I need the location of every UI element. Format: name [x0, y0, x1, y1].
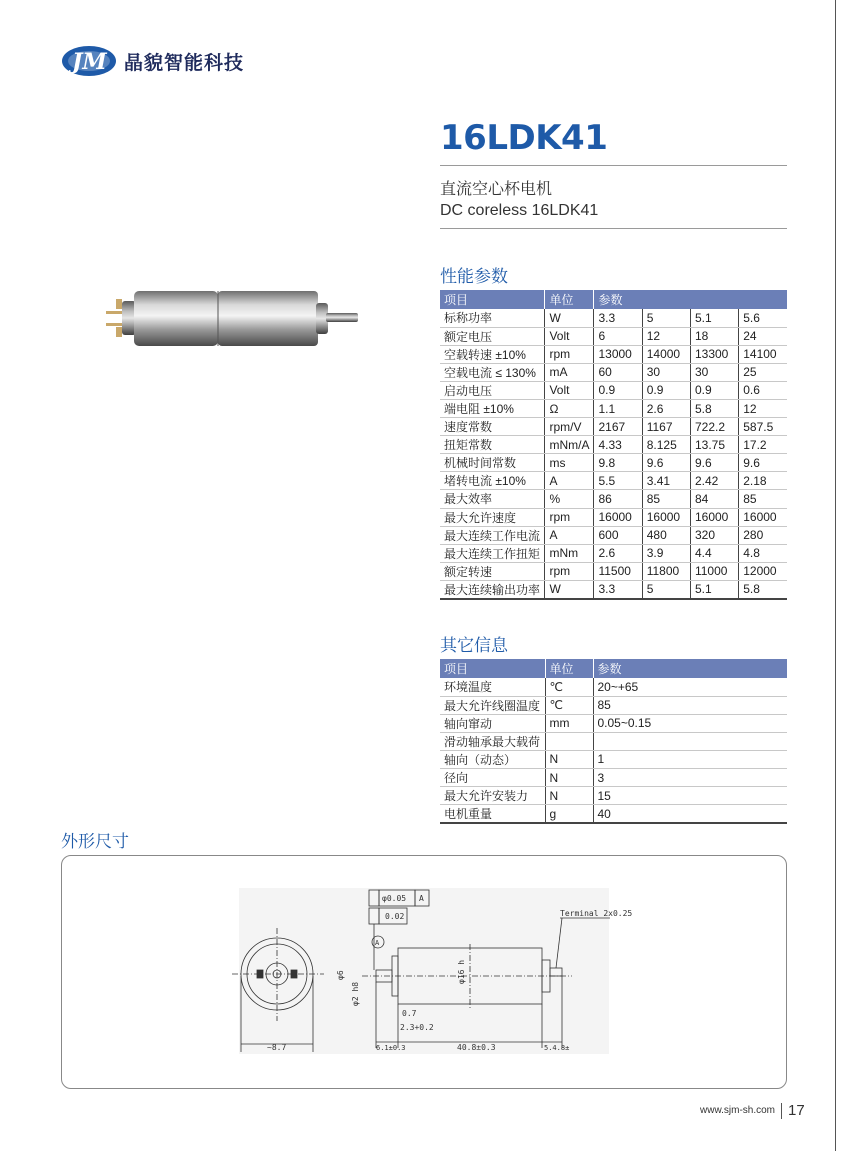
row-value: 9.6 — [690, 454, 738, 472]
header-unit: 单位 — [545, 290, 594, 309]
row-value: 13000 — [594, 345, 642, 363]
footer-separator — [781, 1103, 782, 1119]
row-value: 12 — [642, 327, 690, 345]
row-value: 280 — [739, 526, 787, 544]
row-value: 2.6 — [642, 399, 690, 417]
row-label: 机械时间常数 — [440, 454, 545, 472]
other-header-row — [440, 659, 787, 678]
table-row — [440, 363, 787, 381]
row-value: 722.2 — [690, 418, 738, 436]
row-label: 电机重量 — [440, 805, 545, 824]
table-row — [440, 508, 787, 526]
row-label: 额定电压 — [440, 327, 545, 345]
row-value: 5 — [642, 309, 690, 327]
row-unit: N — [545, 750, 593, 768]
table-row — [440, 678, 787, 696]
row-label: 端电阻 ±10% — [440, 399, 545, 417]
row-value: 3.9 — [642, 544, 690, 562]
product-name-en: DC coreless 16LDK41 — [440, 202, 599, 219]
row-unit: Ω — [545, 399, 594, 417]
row-label: 轴向（动态） — [440, 750, 545, 768]
row-value: 20~+65 — [593, 678, 787, 696]
row-value: 85 — [739, 490, 787, 508]
row-label: 最大连续输出功率 — [440, 580, 545, 599]
row-label: 最大效率 — [440, 490, 545, 508]
row-value: 0.05~0.15 — [593, 714, 787, 732]
row-value: 1 — [593, 750, 787, 768]
company-name: 晶貌智能科技 — [124, 51, 245, 74]
row-unit: rpm — [545, 345, 594, 363]
row-value: 30 — [642, 363, 690, 381]
row-unit: W — [545, 580, 594, 599]
dim-3: 6.1±0.3 — [376, 1044, 406, 1052]
row-value: 3.3 — [594, 309, 642, 327]
row-label: 径向 — [440, 768, 545, 786]
row-value: 60 — [594, 363, 642, 381]
row-unit — [545, 732, 593, 750]
row-label: 环境温度 — [440, 678, 545, 696]
header-item: 项目 — [440, 290, 545, 309]
row-unit: N — [545, 787, 593, 805]
tolerance-2: 0.02 — [385, 912, 405, 921]
title-divider — [440, 165, 787, 166]
row-label: 最大连续工作电流 — [440, 526, 545, 544]
row-label: 轴向窜动 — [440, 714, 545, 732]
table-row — [440, 454, 787, 472]
row-unit: W — [545, 309, 594, 327]
performance-header-row — [440, 290, 787, 309]
row-value: 85 — [642, 490, 690, 508]
product-model: 16LDK41 — [440, 118, 608, 158]
row-value: 4.8 — [739, 544, 787, 562]
row-value: 24 — [739, 327, 787, 345]
row-unit: N — [545, 768, 593, 786]
shaft-diameter-label: φ6 — [336, 970, 345, 980]
row-value: 11800 — [642, 562, 690, 580]
row-value: 25 — [739, 363, 787, 381]
row-value: 14000 — [642, 345, 690, 363]
row-unit: A — [545, 526, 594, 544]
row-value: 5.8 — [690, 399, 738, 417]
row-value: 0.9 — [690, 381, 738, 399]
page-number: 17 — [788, 1102, 805, 1119]
row-unit: g — [545, 805, 593, 824]
row-unit: mNm/A — [545, 436, 594, 454]
row-value: 15 — [593, 787, 787, 805]
row-unit: mNm — [545, 544, 594, 562]
row-value — [593, 732, 787, 750]
row-label: 最大连续工作扭矩 — [440, 544, 545, 562]
table-row — [440, 696, 787, 714]
row-unit: rpm — [545, 508, 594, 526]
terminal-label: Terminal 2x0.25 — [560, 909, 633, 918]
other-section-title: 其它信息 — [440, 636, 508, 656]
row-label: 最大允许安装力 — [440, 787, 545, 805]
row-value: 5.5 — [594, 472, 642, 490]
performance-table — [440, 290, 787, 600]
row-value: 11500 — [594, 562, 642, 580]
row-value: 16000 — [642, 508, 690, 526]
body-diameter-label: φ16 h — [457, 959, 466, 984]
header-unit: 单位 — [545, 659, 593, 678]
row-value: 13.75 — [690, 436, 738, 454]
row-unit: mm — [545, 714, 593, 732]
table-row — [440, 327, 787, 345]
table-row — [440, 732, 787, 750]
motor-photo — [104, 285, 360, 351]
row-unit: ms — [545, 454, 594, 472]
dim-1: 0.7 — [402, 1009, 417, 1018]
row-value: 3 — [593, 768, 787, 786]
row-value: 4.33 — [594, 436, 642, 454]
dim-5: 5.4.8± — [544, 1044, 570, 1052]
row-unit: Volt — [545, 381, 594, 399]
performance-section-title: 性能参数 — [440, 267, 508, 287]
row-value: 1167 — [642, 418, 690, 436]
row-value: 16000 — [594, 508, 642, 526]
shaft-diameter-2-label: φ2 h8 — [351, 981, 360, 1006]
table-row — [440, 714, 787, 732]
row-unit: rpm — [545, 562, 594, 580]
row-value: 5.8 — [739, 580, 787, 599]
table-row — [440, 472, 787, 490]
row-value: 84 — [690, 490, 738, 508]
row-value: 3.3 — [594, 580, 642, 599]
row-unit: Volt — [545, 327, 594, 345]
row-label: 标称功率 — [440, 309, 545, 327]
row-value: 480 — [642, 526, 690, 544]
row-value: 5.1 — [690, 580, 738, 599]
front-width-label: ~8.7 — [267, 1043, 287, 1052]
row-label: 最大允许线圈温度 — [440, 696, 545, 714]
row-label: 堵转电流 ±10% — [440, 472, 545, 490]
row-value: 9.8 — [594, 454, 642, 472]
subtitle-divider — [440, 228, 787, 229]
row-value: 11000 — [690, 562, 738, 580]
row-unit: A — [545, 472, 594, 490]
table-row — [440, 436, 787, 454]
row-unit: mA — [545, 363, 594, 381]
row-label: 空载转速 ±10% — [440, 345, 545, 363]
row-value: 600 — [594, 526, 642, 544]
dim-4: 40.8±0.3 — [457, 1043, 496, 1052]
row-value: 2.18 — [739, 472, 787, 490]
table-row — [440, 526, 787, 544]
table-row — [440, 580, 787, 599]
row-value: 6 — [594, 327, 642, 345]
row-value: 2.42 — [690, 472, 738, 490]
dimension-drawing — [62, 856, 788, 1090]
row-value: 2167 — [594, 418, 642, 436]
row-value: 40 — [593, 805, 787, 824]
row-value: 5.6 — [739, 309, 787, 327]
row-value: 0.9 — [642, 381, 690, 399]
table-row — [440, 399, 787, 417]
product-name-cn: 直流空心杯电机 — [440, 181, 553, 198]
row-value: 0.6 — [739, 381, 787, 399]
row-label: 额定转速 — [440, 562, 545, 580]
table-row — [440, 562, 787, 580]
dim-2: 2.3+0.2 — [400, 1023, 434, 1032]
tolerance-1: φ0.05 — [382, 894, 407, 903]
row-value: 17.2 — [739, 436, 787, 454]
row-label: 空载电流 ≤ 130% — [440, 363, 545, 381]
row-value: 3.41 — [642, 472, 690, 490]
table-row — [440, 544, 787, 562]
row-value: 18 — [690, 327, 738, 345]
row-value: 9.6 — [642, 454, 690, 472]
datum-label: A — [375, 939, 380, 947]
row-label: 扭矩常数 — [440, 436, 545, 454]
row-unit: rpm/V — [545, 418, 594, 436]
row-value: 12000 — [739, 562, 787, 580]
header-params: 参数 — [594, 290, 787, 309]
row-label: 最大允许速度 — [440, 508, 545, 526]
row-value: 12 — [739, 399, 787, 417]
row-value: 320 — [690, 526, 738, 544]
footer-url[interactable]: www.sjm-sh.com — [700, 1105, 776, 1116]
table-row — [440, 418, 787, 436]
table-row — [440, 381, 787, 399]
row-value: 30 — [690, 363, 738, 381]
row-value: 86 — [594, 490, 642, 508]
row-value: 9.6 — [739, 454, 787, 472]
header-params: 参数 — [593, 659, 787, 678]
table-row — [440, 490, 787, 508]
row-value: 5.1 — [690, 309, 738, 327]
row-unit: ℃ — [545, 678, 593, 696]
company-logo — [60, 44, 244, 78]
table-row — [440, 750, 787, 768]
row-label: 启动电压 — [440, 381, 545, 399]
row-value: 13300 — [690, 345, 738, 363]
row-unit: % — [545, 490, 594, 508]
row-value: 16000 — [739, 508, 787, 526]
row-value: 5 — [642, 580, 690, 599]
row-value: 8.125 — [642, 436, 690, 454]
dimension-drawing-frame — [61, 855, 787, 1089]
row-value: 2.6 — [594, 544, 642, 562]
row-value: 16000 — [690, 508, 738, 526]
table-row — [440, 768, 787, 786]
table-row — [440, 805, 787, 824]
other-info-table — [440, 659, 787, 824]
row-label: 滑动轴承最大载荷 — [440, 732, 545, 750]
tolerance-1-ref: A — [419, 894, 424, 903]
row-label: 速度常数 — [440, 418, 545, 436]
row-value: 14100 — [739, 345, 787, 363]
row-value: 85 — [593, 696, 787, 714]
table-row — [440, 309, 787, 327]
row-value: 4.4 — [690, 544, 738, 562]
logo-mark-icon — [60, 44, 118, 78]
row-value: 1.1 — [594, 399, 642, 417]
svg-text:JM: JM — [72, 49, 107, 75]
header-item: 项目 — [440, 659, 545, 678]
table-row — [440, 787, 787, 805]
page-footer — [700, 1102, 805, 1119]
row-value: 587.5 — [739, 418, 787, 436]
row-value: 0.9 — [594, 381, 642, 399]
table-row — [440, 345, 787, 363]
row-unit: ℃ — [545, 696, 593, 714]
dimensions-section-title: 外形尺寸 — [61, 832, 129, 852]
